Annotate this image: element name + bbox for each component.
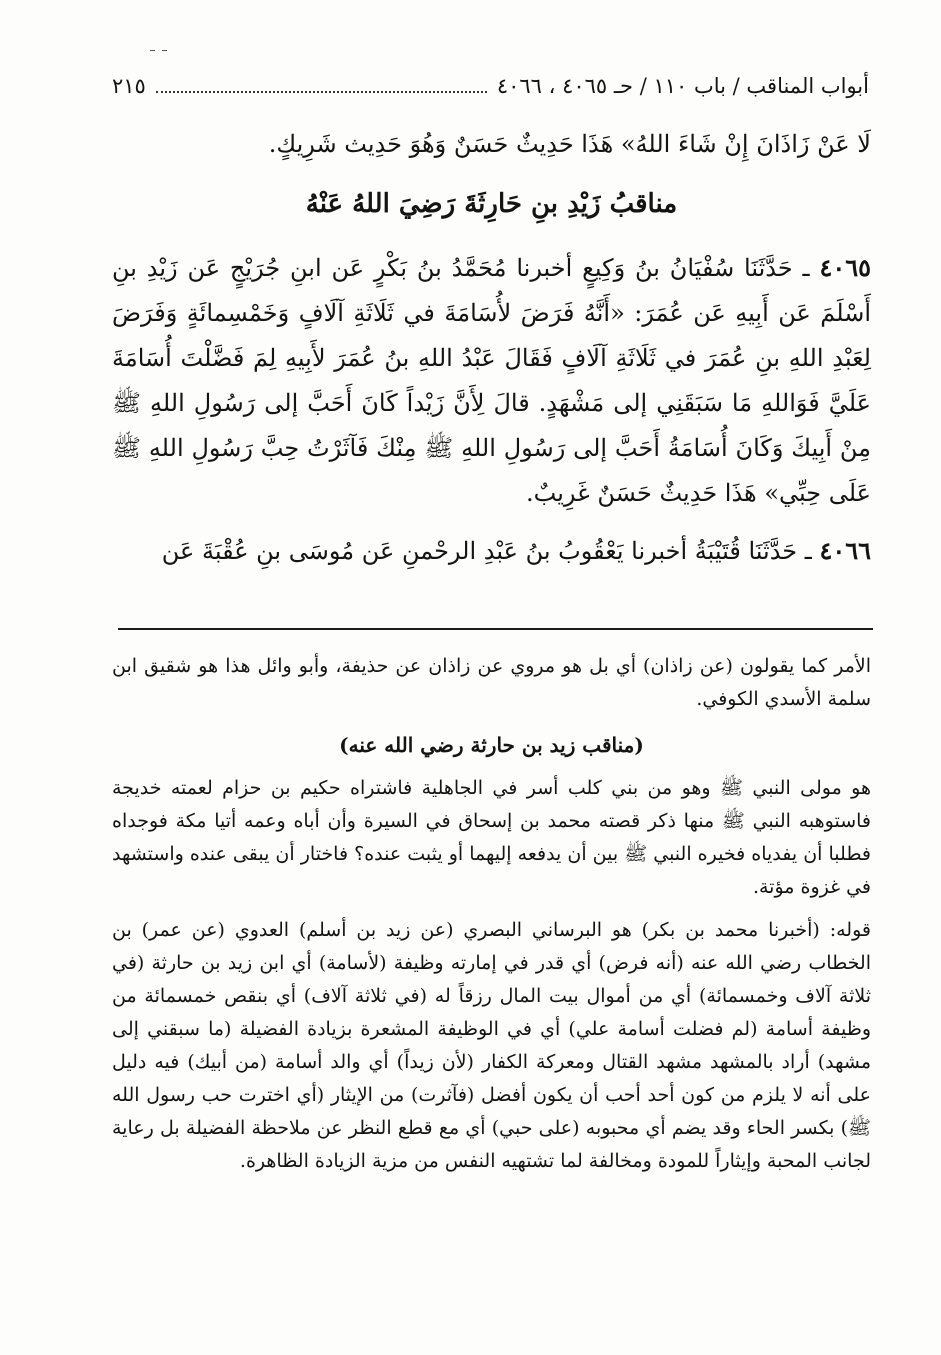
running-head [146,72,869,100]
hadith-number: ٤٠٦٥ [819,253,871,282]
hadith-4066 [112,528,871,574]
running-head-title: أبواب المناقب / باب ١١٠ / حـ ٤٠٦٥ ، ٤٠٦٦ [496,74,869,98]
page-number: ٢١٥ [112,74,146,98]
leader-dots [156,77,487,93]
commentary-paragraph: هو مولى النبي ﷺ وهو من بني كلب أسر في الجاهلية فاشتراه حكيم بن حزام لعمته خديجة فاستوهبه النبي ﷺ منها ذكر قصته محمد بن إسحاق في السيرة وأن أباه وعمه أتيا مكة فوجداه فطلبا أن يفدياه فخيره النبي ﷺ بين أن يدفعه إليهما أو يثبت عنده؟ فاختار أن يبقى عنده واستشهد في غزوة مؤتة. [112,777,871,898]
footnote-separator [118,628,873,630]
margin-mark [150,36,180,44]
hadith-number: ٤٠٦٦ [819,536,871,565]
section-heading: مناقبُ زَيْدِ بنِ حَارِثَةَ رَضِيَ اللهُ عَنْهُ [305,189,678,219]
hadith-4065 [112,245,871,516]
main-text [112,122,871,586]
hadith-text: ـ حَدَّثَنَا قُتَيْبَةُ أخبرنا يَعْقُوبُ بنُ عَبْدِ الرحْمنِ عَن مُوسَى بنِ عُقْبَةَ عَن [161,537,812,565]
continuation-line: لَا عَنْ زَاذَانَ إِنْ شَاءَ اللهُ» هَذَا حَدِيثٌ حَسَنٌ وَهُوَ حَدِيث شَرِيكٍ. [268,130,871,158]
commentary [112,650,871,1188]
commentary-paragraph: قوله: (أخبرنا محمد بن بكر) هو البرساني البصري (عن زيد بن أسلم) العدوي (عن عمر) بن الخطاب رضي الله عنه (أنه فرض) أي قدر في إمارته وظيفة (لأسامة) أي ابن زيد بن حارثة (في ثلاثة آلاف وخمسمائة) أي من أموال بيت المال رزقاً له (في ثلاثة آلاف) أي بنقص خمسمائة من وظيفة أسامة (لم فضلت أسامة علي) أي في الوظيفة المشعرة بزيادة الفضيلة (ما سبقني إلى مشهد) أراد بالمشهد مشهد القتال ومعركة الكفار (لأن زيداً) أي والد أسامة (من أبيك) فيه دليل على أنه لا يلزم من كون أحد أحب أن يكون أفضل (فآثرت) من الإيثار (أي اخترت حب رسول الله ﷺ) بكسر الحاء وقد يضم أي محبوبه (على حبي) أي مع قطع النظر عن ملاحظة الفضيلة بل رعاية لجانب المحبة وإيثاراً للمودة ومخالفة لما تشتهيه النفس من مزية الزيادة الظاهرة. [112,919,871,1172]
commentary-paragraph: الأمر كما يقولون (عن زاذان) أي بل هو مروي عن زاذان عن حذيفة، وأبو وائل هذا هو شقيق ابن سلمة الأسدي الكوفي. [112,655,871,710]
hadith-text: ـ حَدَّثَنَا سُفْيَانُ بنُ وَكِيعٍ أخبرنا مُحَمَّدُ بنُ بَكْرٍ عَن ابنِ جُرَيْجٍ عَن زَيْدِ بنِ أَسْلَمَ عَن أَبِيهِ عَن عُمَرَ: «أَنَّهُ فَرَضَ لأُسَامَةَ في ثَلَاثَةِ آلَافٍ وَخَمْسِمائَةٍ وَفَرَضَ لِعَبْدِ اللهِ بنِ عُمَرَ في ثَلَاثَةِ آلَافٍ فَقَالَ عَبْدُ اللهِ بنُ عُمَرَ لأَبِيهِ لِمَ فَضَّلْتَ أُسَامَةَ عَلَيَّ فَوَاللهِ مَا سَبَقَنِي إلى مَشْهَدٍ. قالَ لِأَنَّ زَيْداً كَانَ أَحَبَّ إلى رَسُولِ اللهِ ﷺ مِنْ أَبِيكَ وَكَانَ أُسَامَةُ أَحَبَّ إلى رَسُولِ اللهِ ﷺ مِنْكَ فَآثَرْتُ حِبَّ رَسُولِ اللهِ ﷺ عَلَى حِبِّي» هَذَا حَدِيثٌ حَسَنٌ غَرِيبٌ. [112,254,871,507]
commentary-heading: (مناقب زيد بن حارثة رضي الله عنه) [339,733,644,757]
page-header [112,72,869,100]
